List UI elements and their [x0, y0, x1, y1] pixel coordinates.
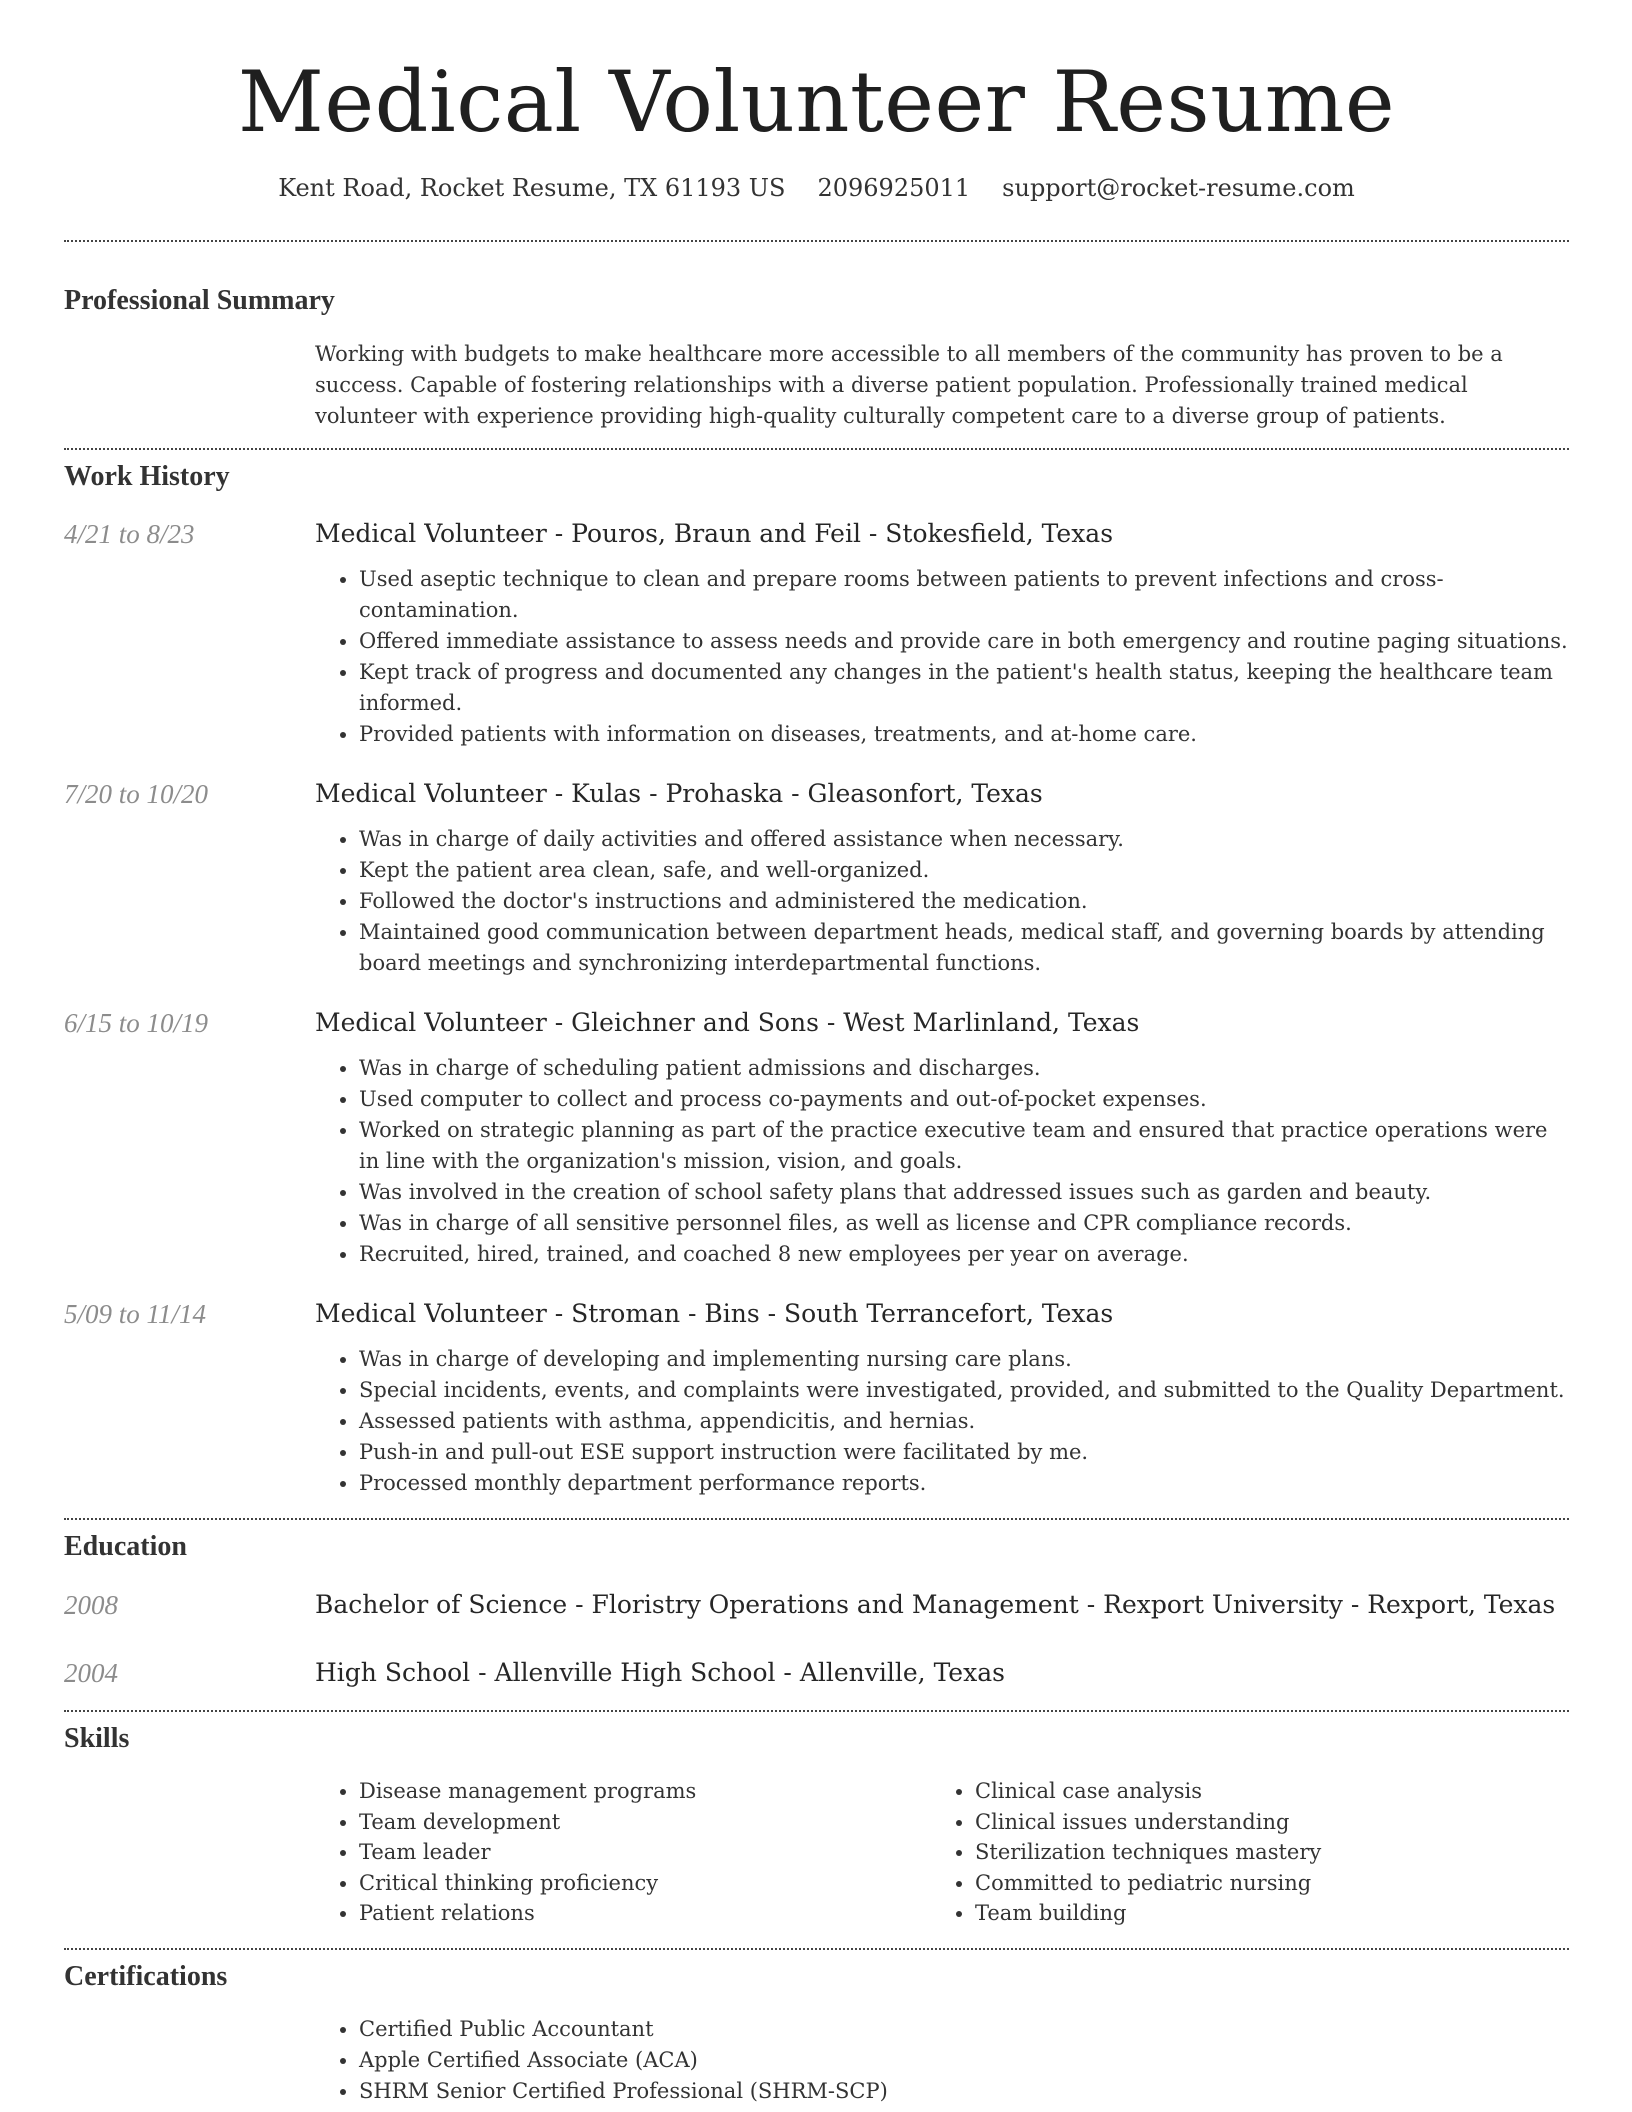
certification-item: • Certified Public Accountant [359, 2014, 1569, 2045]
job-dates: 4/21 to 8/23 [64, 519, 195, 549]
skill-item: • Committed to pediatric nursing [975, 1868, 1547, 1899]
certifications-section [64, 1950, 1569, 2107]
education-year: 2008 [64, 1590, 118, 1620]
job-bullet: • Was in charge of scheduling patient admissions and discharges. [359, 1053, 1569, 1084]
job-bullet: • Kept the patient area clean, safe, and well-organized. [359, 855, 1569, 886]
certifications-list [315, 2014, 1569, 2107]
section-heading-summary: Professional Summary [64, 285, 335, 316]
job-bullet: • Was in charge of daily activities and offered assistance when necessary. [359, 824, 1569, 855]
resume-title: Medical Volunteer Resume [237, 53, 1396, 151]
job-entry [64, 777, 1569, 979]
resume-page [64, 0, 1569, 2107]
job-bullet: • Assessed patients with asthma, appendicitis, and hernias. [359, 1406, 1569, 1437]
job-bullet: • Was involved in the creation of school safety plans that addressed issues such as garden and beauty. [359, 1177, 1569, 1208]
contact-email: support@rocket-resume.com [1002, 174, 1355, 202]
skill-item: • Disease management programs [359, 1776, 931, 1807]
education-degree: High School - Allenville High School - Allenville, Texas [315, 1658, 1005, 1687]
summary-text: Working with budgets to make healthcare more accessible to all members of the community has proven to be a success. Capable of fostering relationships with a diverse patient population. Professionally trained medical volunteer with experience providing high-quality culturally competent care to a diverse group of patients. [315, 342, 1503, 428]
job-bullet: • Used computer to collect and process co-payments and out-of-pocket expenses. [359, 1084, 1569, 1115]
job-bullets [315, 1053, 1569, 1270]
skill-item: • Clinical case analysis [975, 1776, 1547, 1807]
job-bullets [315, 1344, 1569, 1499]
job-bullet: • Was in charge of developing and implementing nursing care plans. [359, 1344, 1569, 1375]
job-bullet: • Processed monthly department performance reports. [359, 1468, 1569, 1499]
skills-list [315, 1776, 1569, 1929]
contact-address: Kent Road, Rocket Resume, TX 61193 US [278, 174, 786, 202]
education-degree: Bachelor of Science - Floristry Operations and Management - Rexport University - Rexport, Texas [315, 1590, 1556, 1619]
contact-line [64, 172, 1569, 204]
job-bullet: • Provided patients with information on diseases, treatments, and at-home care. [359, 719, 1569, 750]
job-title: Medical Volunteer - Pouros, Braun and Feil - Stokesfield, Texas [315, 519, 1114, 548]
education-section [64, 1520, 1569, 1690]
contact-phone: 2096925011 [817, 174, 971, 202]
skills-column-left [315, 1776, 931, 1929]
job-entry [64, 1297, 1569, 1499]
job-entry [64, 517, 1569, 750]
section-heading-work-history: Work History [64, 461, 230, 492]
job-dates: 5/09 to 11/14 [64, 1299, 207, 1329]
job-bullet: • Recruited, hired, trained, and coached 8 new employees per year on average. [359, 1239, 1569, 1270]
job-bullet: • Followed the doctor's instructions and administered the medication. [359, 886, 1569, 917]
skill-item: • Team building [975, 1898, 1547, 1929]
section-heading-education: Education [64, 1531, 187, 1562]
skill-item: • Sterilization techniques mastery [975, 1837, 1547, 1868]
job-bullet: • Special incidents, events, and complaints were investigated, provided, and submitted to the Quality Department. [359, 1375, 1569, 1406]
job-title: Medical Volunteer - Kulas - Prohaska - Gleasonfort, Texas [315, 779, 1043, 808]
skills-section [64, 1712, 1569, 1929]
summary-section [64, 242, 1569, 432]
job-title: Medical Volunteer - Gleichner and Sons - West Marlinland, Texas [315, 1008, 1140, 1037]
skills-column-right [931, 1776, 1547, 1929]
work-history-section [64, 450, 1569, 1499]
skill-item: • Clinical issues understanding [975, 1807, 1547, 1838]
education-entry [64, 1588, 1569, 1622]
section-heading-certifications: Certifications [64, 1960, 228, 1992]
skill-item: • Critical thinking proficiency [359, 1868, 931, 1899]
job-dates: 6/15 to 10/19 [64, 1008, 209, 1038]
job-entry [64, 1006, 1569, 1270]
education-year: 2004 [64, 1658, 118, 1688]
skill-item: • Team leader [359, 1837, 931, 1868]
job-bullet: • Used aseptic technique to clean and prepare rooms between patients to prevent infections and cross-contamination. [359, 564, 1569, 626]
job-bullet: • Push-in and pull-out ESE support instruction were facilitated by me. [359, 1437, 1569, 1468]
job-bullets [315, 564, 1569, 750]
certification-item: • Apple Certified Associate (ACA) [359, 2045, 1569, 2076]
job-title: Medical Volunteer - Stroman - Bins - South Terrancefort, Texas [315, 1299, 1114, 1328]
job-dates: 7/20 to 10/20 [64, 779, 209, 809]
job-bullet: • Offered immediate assistance to assess needs and provide care in both emergency and routine paging situations. [359, 626, 1569, 657]
job-bullets [315, 824, 1569, 979]
education-entry [64, 1656, 1569, 1690]
job-bullet: • Was in charge of all sensitive personnel files, as well as license and CPR compliance records. [359, 1208, 1569, 1239]
job-bullet: • Kept track of progress and documented any changes in the patient's health status, keeping the healthcare team informed. [359, 657, 1569, 719]
job-bullet: • Worked on strategic planning as part of the practice executive team and ensured that practice operations were in line with the organization's mission, vision, and goals. [359, 1115, 1569, 1177]
certification-item: • SHRM Senior Certified Professional (SHRM-SCP) [359, 2076, 1569, 2107]
skill-item: • Patient relations [359, 1898, 931, 1929]
section-heading-skills: Skills [64, 1723, 130, 1754]
skill-item: • Team development [359, 1807, 931, 1838]
job-bullet: • Maintained good communication between department heads, medical staff, and governing boards by attending board meetings and synchronizing interdepartmental functions. [359, 917, 1569, 979]
